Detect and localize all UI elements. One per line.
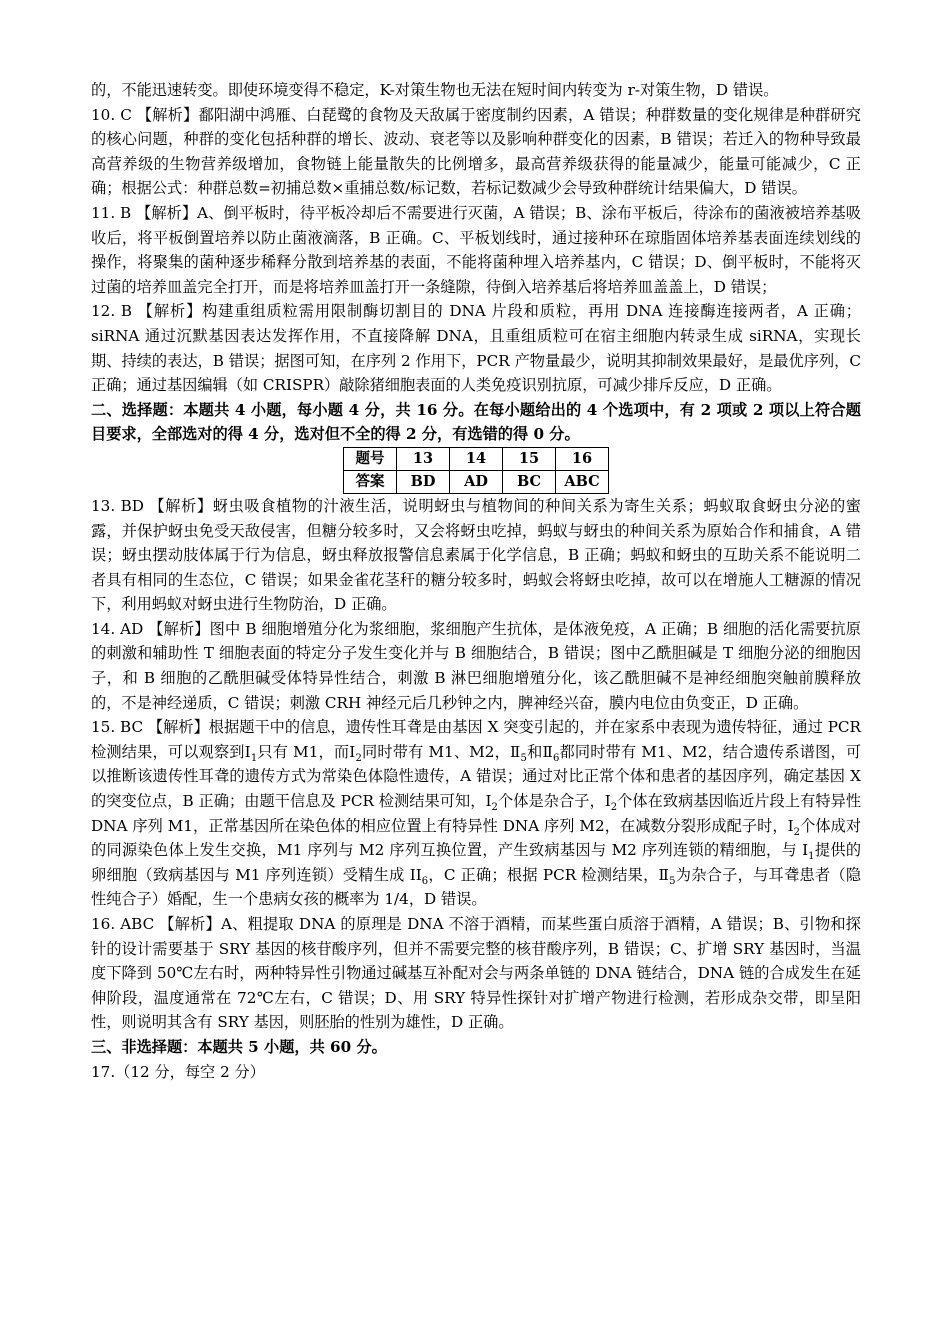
table-header-label: 题号 (344, 447, 397, 470)
answer-cell: AD (450, 470, 503, 493)
answer-11: 11. B 【解析】A、倒平板时，待平板冷却后不需要进行灭菌，A 错误；B、涂布平板后，待涂布的菌液被培养基吸收后，将平板倒置培养以防止菌液滴落，B 正确。C、平板划线时，通过接种环在琼脂固体培养基表面连续划线的操作，将聚集的菌种逐步稀释分散到培养基的表面，不能将菌种埋入培养基内，C 错误；D、倒平板时，不能将灭过菌的培养皿盖完全打开，而是将培养皿盖打开一条缝隙，待倒入培养基后将培养皿盖盖上，D 错误； (91, 203, 861, 296)
answer-cell: ABC (556, 470, 609, 493)
answer-14: 14. AD 【解析】图中 B 细胞增殖分化为浆细胞，浆细胞产生抗体，是体液免疫，A 正确；B 细胞的活化需要抗原的刺激和辅助性 T 细胞表面的特定分子发生变化并与 B 细胞结合，B 错误；图中乙酰胆碱是 T 细胞分泌的细胞因子，和 B 细胞的乙酰胆碱受体特异性结合，刺激 B 淋巴细胞增殖分化，该乙酰胆碱不是神经细胞突触前膜释放的，不是神经递质，C 错误；刺激 CRH 神经元后几秒钟之内，脾神经兴奋，膜内电位由负变正，D 正确。 (91, 619, 861, 712)
section-2-heading: 二、选择题：本题共 4 小题，每小题 4 分，共 16 分。在每小题给出的 4 个选项中，有 2 项或 2 项以上符合题目要求，全部选对的得 4 分，选对但不全的得 2 分，有选错的得 0 分。 (91, 400, 861, 444)
answer-cell: BD (397, 470, 450, 493)
answer-cell: BC (503, 470, 556, 493)
answer-page (91, 78, 861, 1084)
answer-13: 13. BD 【解析】蚜虫吸食植物的汁液生活，说明蚜虫与植物间的种间关系为寄生关系；蚂蚁取食蚜虫分泌的蜜露，并保护蚜虫免受天敌侵害，但糖分较多时，又会将蚜虫吃掉，蚂蚁与蚜虫的种间关系为原始合作和捕食，A 错误；蚜虫摆动肢体属于行为信息，蚜虫释放报警信息素属于化学信息，B 正确；蚂蚁和蚜虫的互助关系不能说明二者具有相同的生态位，C 错误；如果金雀花茎秆的糖分较多时，蚂蚁会将蚜虫吃掉，故可以在增施人工糖源的情况下，利用蚂蚁对蚜虫进行生物防治，D 正确。 (91, 496, 861, 614)
answer-12: 12. B 【解析】构建重组质粒需用限制酶切割目的 DNA 片段和质粒，再用 DNA 连接酶连接两者，A 正确；siRNA 通过沉默基因表达发挥作用，不直接降解 DNA，且重组质粒可在宿主细胞内转录生成 siRNA，实现长期、持续的表达，B 错误；据图可知，在序列 2 作用下，PCR 产物量最少，说明其抑制效果最好，是最优序列，C 正确；通过基因编辑（如 CRISPR）敲除猪细胞表面的人类免疫识别抗原，可减少排斥反应，D 正确。 (91, 302, 861, 395)
question-number: 14 (450, 447, 503, 470)
question-number: 16 (556, 447, 609, 470)
question-number: 13 (397, 447, 450, 470)
answer-16: 16. ABC 【解析】A、粗提取 DNA 的原理是 DNA 不溶于酒精，而某些蛋白质溶于酒精，A 错误；B、引物和探针的设计需要基于 SRY 基因的核苷酸序列，但并不需要完整的核苷酸序列，B 错误；C、扩增 SRY 基因时，当温度下降到 50℃左右时，两种特异性引物通过碱基互补配对会与两条单链的 DNA 链结合，DNA 链的合成发生在延伸阶段，温度通常在 72℃左右，C 错误；D、用 SRY 特异性探针对扩增产物进行检测，若形成杂交带，即呈阳性，则说明其含有 SRY 基因，则胚胎的性别为雄性，D 正确。 (91, 915, 861, 1032)
paragraph-9-tail: 的，不能迅速转变。即使环境变得不稳定，K-对策生物也无法在短时间内转变为 r-对策生物，D 错误。 (91, 81, 779, 99)
question-17-header: 17.（12 分，每空 2 分） (91, 1062, 265, 1081)
answer-15: 15. BC 【解析】根据题干中的信息，遗传性耳聋是由基因 X 突变引起的，并在家系中表现为遗传特征，通过 PCR 检测结果，可以观察到$Ⅰ_1$只有 M1，而$Ⅰ_2$同时带有 M1、M2，$Ⅱ_5$和$Ⅱ_6$都同时带有 M1、M2，结合遗传系谱图，可以推断该遗传性耳聋的遗传方式为常染色体隐性遗传，A 错误；通过对比正常个体和患者的基因序列，确定基因 X 的突变位点，B 正确；由题干信息及 PCR 检测结果可知，$I_2$个体是杂合子，$I_2$个体在致病基因临近片段上有特异性 DNA 序列 M1，正常基因所在染色体的相应位置上有特异性 DNA 序列 M2，在减数分裂形成配子时，$I_2$个体成对的同源染色体上发生交换，M1 序列与 M2 序列互换位置，产生致病基因与 M2 序列连锁的精细胞，与 $I_1$提供的卵细胞（致病基因与 M1 序列连锁）受精生成 $II_6$，C 正确；根据 PCR 检测结果，$Ⅱ_5$为杂合子，与耳聋患者（隐性纯合子）婚配，生一个患病女孩的概率为 1/4，D 错误。 (91, 718, 862, 909)
table-row (344, 447, 609, 470)
answer-10: 10. C 【解析】鄱阳湖中鸿雁、白琵鹭的食物及天敌属于密度制约因素，A 错误；种群数量的变化规律是种群研究的核心问题，种群的变化包括种群的增长、波动、衰老等以及影响种群变化的因素，B 错误；若迁入的物种导致最高营养级的生物营养级增加，食物链上能量散失的比例增多，最高营养级获得的能量减少，能量可能减少，C 正确；根据公式：种群总数=初捕总数×重捕总数/标记数，若标记数减少会导致种群统计结果偏大，D 错误。 (91, 105, 861, 198)
question-number: 15 (503, 447, 556, 470)
section-3-heading: 三、非选择题：本题共 5 小题，共 60 分。 (91, 1037, 387, 1056)
table-row (344, 470, 609, 493)
table-answer-label: 答案 (344, 470, 397, 493)
answer-table (343, 447, 609, 494)
